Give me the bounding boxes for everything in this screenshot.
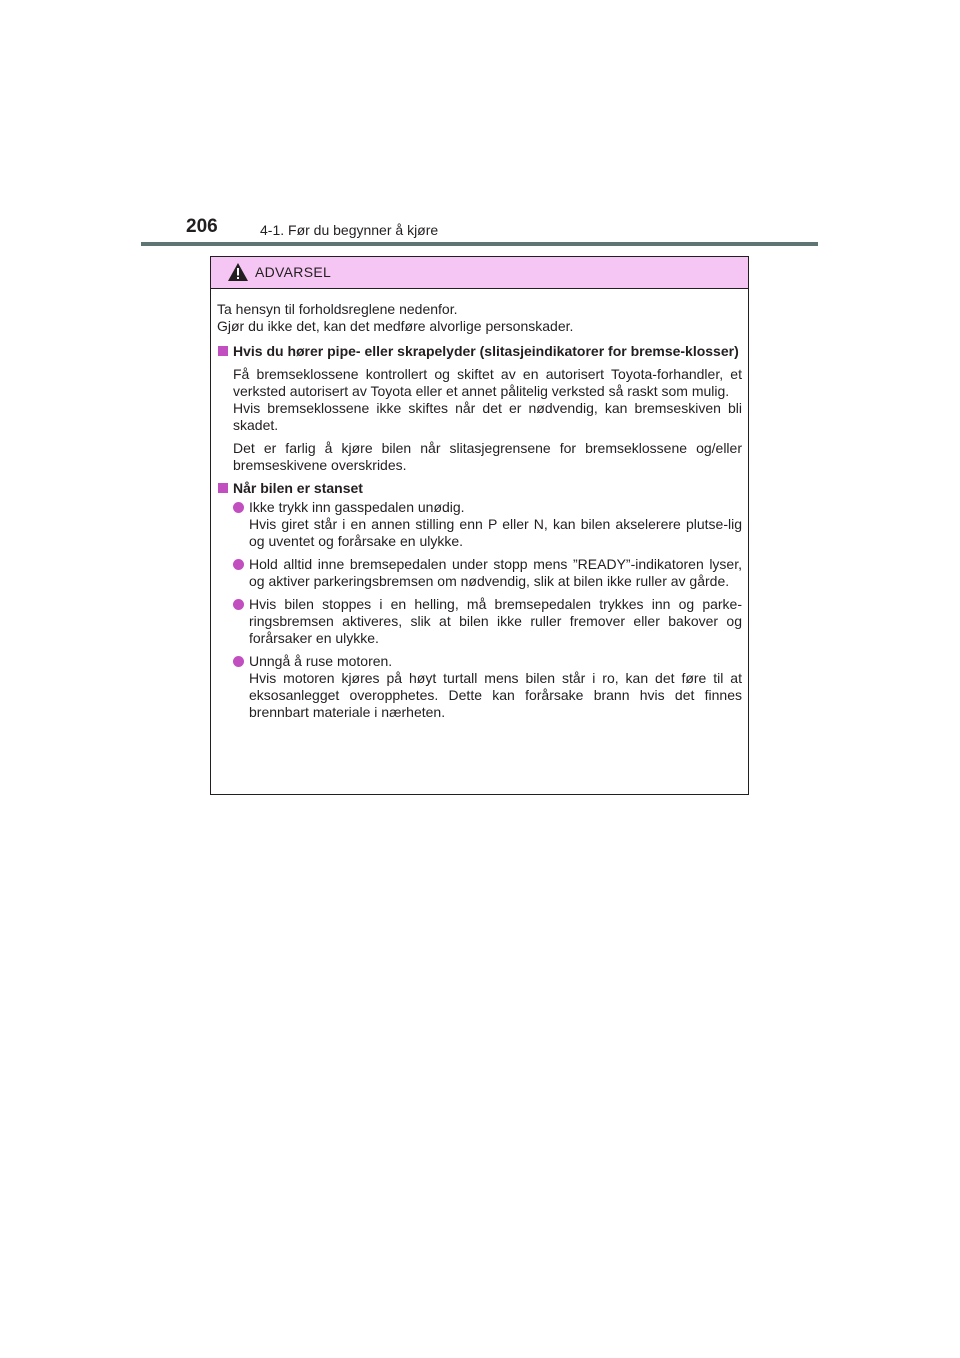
list-item-text: Unngå å ruse motoren. [249,653,393,669]
round-bullet-icon [233,656,244,667]
round-bullet-icon [233,559,244,570]
list-item-text: Ikke trykk inn gasspedalen unødig. [249,499,465,515]
section-brake-pads [217,343,742,474]
header-divider [141,242,818,246]
warning-box [210,256,749,795]
square-bullet-icon [218,483,228,493]
section-paragraph: Hvis bremseklossene ikke skiftes når det er nødvendig, kan bremseskiven bli skadet. [233,400,742,433]
section-heading: Hvis du hører pipe- eller skrapelyder (slitasjeindikatorer for bremse-klosser) [233,343,739,359]
intro-line-1: Ta hensyn til forholdsreglene nedenfor. [217,301,458,317]
list-item-text: Hvis motoren kjøres på høyt turtall mens bilen står i ro, kan det føre til at eksosanlegget overopphetes. Dette kan forårsake brann hvis det finnes brennbart materiale i nærheten. [249,670,742,720]
square-bullet-icon [218,346,228,356]
warning-body [211,289,748,721]
section-title: 4-1. Før du begynner å kjøre [260,222,439,238]
list-item [217,499,742,550]
list-item [217,556,742,590]
section-heading: Når bilen er stanset [233,480,363,496]
section-paragraph: Få bremseklossene kontrollert og skiftet av en autorisert Toyota-forhandler, et verksted autorisert av Toyota eller et annet pålitelig verksted så raskt som mulig. [233,366,742,399]
list-item-text: Hvis bilen stoppes i en helling, må bremsepedalen trykkes inn og parke-ringsbremsen aktiveres, slik at bilen ikke ruller fremover eller bakover og forårsaker en ulykke. [249,596,742,646]
warning-triangle-icon [227,262,249,282]
list-item-text: Hvis giret står i en annen stilling enn P eller N, kan bilen akselerere plutse-lig og uventet og forårsake en ulykke. [249,516,742,549]
section-stopped [217,480,742,721]
page-number: 206 [186,216,218,237]
list-item [217,653,742,721]
intro-line-2: Gjør du ikke det, kan det medføre alvorlige personskader. [217,318,574,334]
warning-header [211,257,748,289]
round-bullet-icon [233,502,244,513]
list-item-text: Hold alltid inne bremsepedalen under stopp mens ”READY”-indikatoren lyser, og aktiver parkeringsbremsen om nødvendig, slik at bilen ikke ruller av gårde. [249,556,742,589]
round-bullet-icon [233,599,244,610]
warning-title: ADVARSEL [255,264,332,280]
section-paragraph: Det er farlig å kjøre bilen når slitasjegrensene for bremseklossene og/eller bremseskivene overskrides. [233,440,742,473]
list-item [217,596,742,647]
